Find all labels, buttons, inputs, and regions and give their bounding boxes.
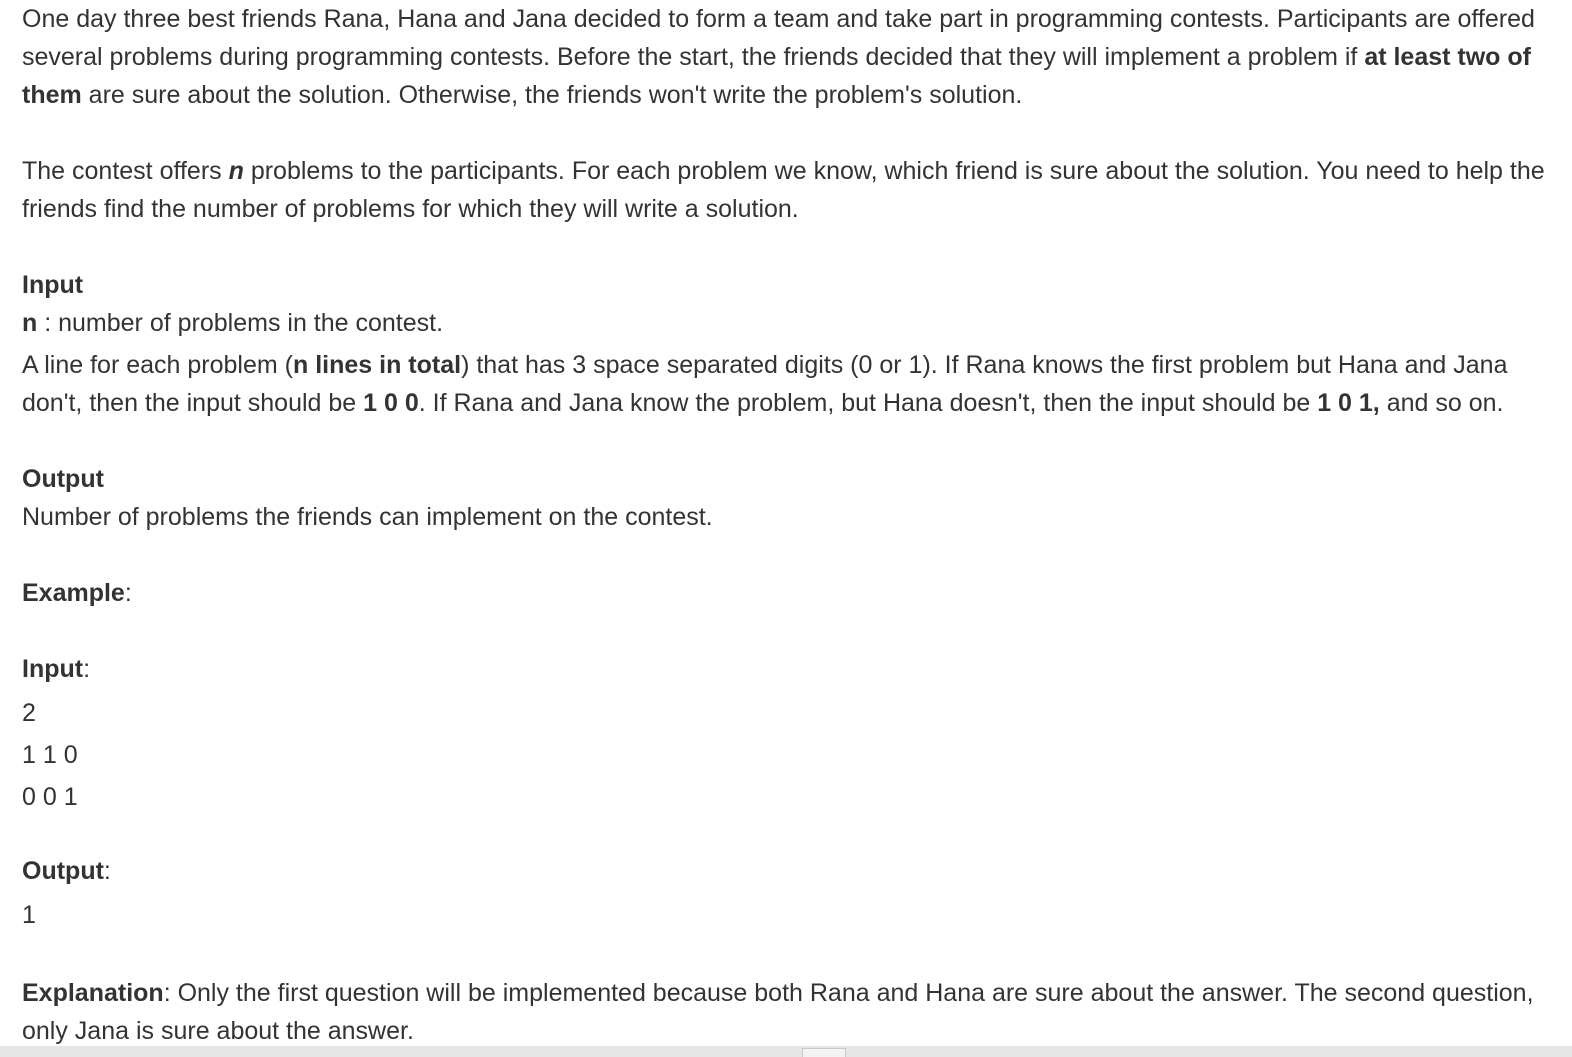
example-input-label: Input (22, 655, 84, 683)
statement-var-n: n (228, 157, 244, 185)
statement-paragraph (22, 152, 1572, 228)
example-input-line: 0 0 1 (22, 783, 78, 811)
scrollbar-thumb[interactable] (802, 1048, 846, 1057)
input-line-text-4: . If Rana and Jana know the problem, but Hana doesn't, then the input should be (418, 389, 1318, 417)
example-output-heading (22, 852, 1572, 890)
input-lines-desc-1 (22, 346, 1572, 384)
statement-text-2: problems to the participants. For each problem we know, which friend is sure about the solution. You need to help the friends find the number of problems for which they will write a solution. (22, 157, 1545, 223)
input-line-text-2: ) that has 3 space separated digits (0 or 1). If Rana knows the first problem but Hana and Jana (461, 351, 1508, 379)
example-heading (22, 574, 1572, 612)
example-output-colon: : (103, 857, 111, 885)
example-output-label: Output (22, 857, 104, 885)
input-heading: Input (22, 271, 84, 299)
input-n-desc: : number of problems in the contest. (37, 309, 444, 337)
output-heading: Output (22, 465, 104, 493)
explanation-text: : Only the first question will be implemented because both Rana and Hana are sure about the answer. The second question, only Jana is sure about the answer. (22, 979, 1534, 1045)
output-desc: Number of problems the friends can implement on the contest. (22, 503, 713, 531)
problem-statement (22, 0, 1572, 1050)
intro-paragraph (22, 0, 1557, 114)
example-input-colon: : (83, 655, 91, 683)
explanation-paragraph (22, 974, 1557, 1050)
horizontal-scrollbar[interactable] (0, 1046, 1572, 1057)
input-line-bold-2: 1 0 0 (363, 389, 419, 417)
input-line-bold-1: n lines in total (292, 351, 462, 379)
input-n-label: n (22, 309, 38, 337)
input-line-bold-3: 1 0 1, (1317, 389, 1380, 417)
example-input-heading (22, 650, 1572, 688)
intro-bold: at least two of them (22, 43, 1531, 109)
intro-text-1: One day three best friends Rana, Hana and Jana decided to form a team and take part in programming contests. Participants are offered several problems during programming contests. Before the start, the friends decided that they will implement a problem if (22, 5, 1535, 71)
example-input-line: 1 1 0 (22, 741, 78, 769)
statement-text-1: The contest offers (22, 157, 229, 185)
input-line-text-3: don't, then the input should be (22, 389, 364, 417)
example-input-line: 2 (22, 699, 36, 727)
input-n-line (22, 304, 1572, 342)
input-line-text-1: A line for each problem ( (22, 351, 293, 379)
intro-text-2: are sure about the solution. Otherwise, the friends won't write the problem's solution. (81, 81, 1023, 109)
example-heading-label: Example (22, 579, 125, 607)
input-lines-desc-2 (22, 384, 1572, 422)
input-line-text-5: and so on. (1379, 389, 1504, 417)
example-output-value: 1 (22, 901, 36, 929)
explanation-label: Explanation (22, 979, 164, 1007)
example-heading-colon: : (124, 579, 132, 607)
